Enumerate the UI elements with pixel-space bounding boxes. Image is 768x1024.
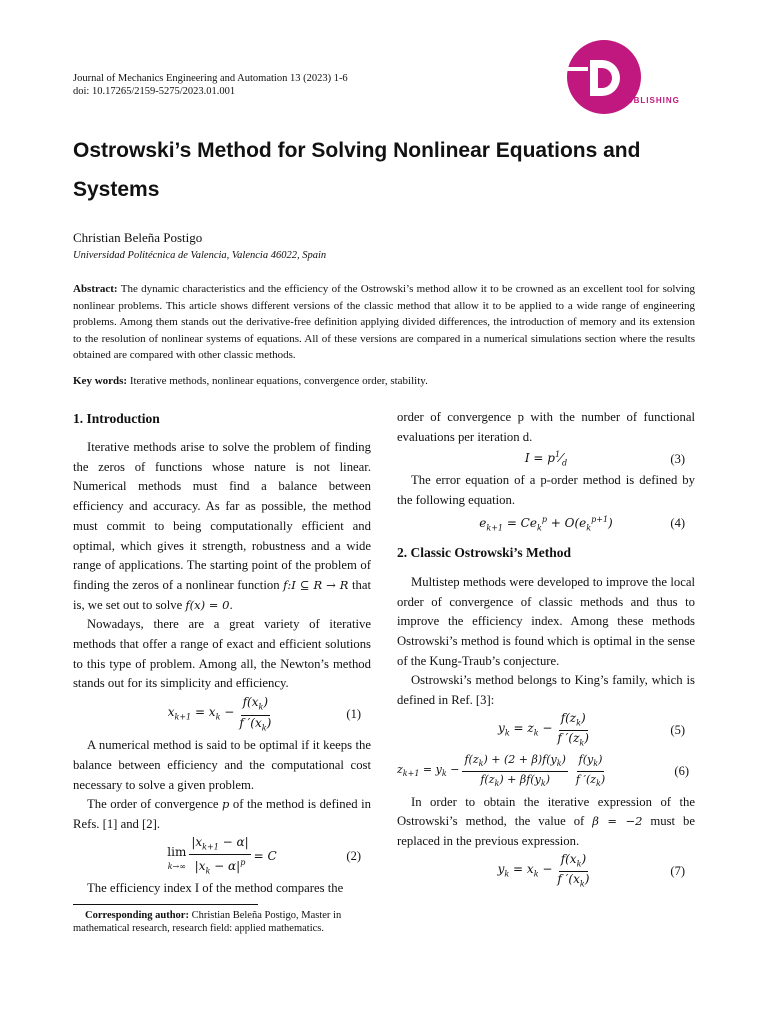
- right-paragraph-1: order of convergence p with the number of functional evaluations per iteration d.: [397, 410, 695, 444]
- footnote-rule: [73, 904, 258, 905]
- right-paragraph-5: In order to obtain the iterative expression of the Ostrowski’s method, the value of β = −2 must be replaced in the previous expression.: [397, 794, 695, 849]
- publisher-logo: [560, 40, 700, 115]
- right-paragraph-2: The error equation of a p-order method is defined by the following equation.: [397, 473, 695, 508]
- equation-7-number: (7): [670, 863, 685, 878]
- right-paragraph-3: Multistep methods were developed to improve the local order of convergence of classic methods and thus to improve the efficiency index. Among these methods Ostrowski’s method is found which is optimal in the sense of the Kung-Traub’s conjecture.: [397, 574, 695, 668]
- keywords-label: Key words:: [73, 375, 128, 387]
- equation-4: $e_{k+1} = Ce_k^p + O(e_k^{p+1})$ (4): [479, 514, 685, 533]
- keywords: [73, 375, 695, 387]
- equation-2-number: (2): [346, 848, 361, 863]
- equation-2: lim k→∞ $\frac{|x_{k+1} - \alpha|}{|x_k - \alpha|^p}$ = C (2): [167, 834, 361, 876]
- affiliation: Universidad Politécnica de Valencia, Valencia 46022, Spain: [73, 250, 327, 261]
- author-name: Christian Beleña Postigo: [73, 230, 203, 245]
- intro-paragraph-5: The efficiency index I of the method compares the: [87, 880, 344, 895]
- right-paragraph-4: Ostrowski’s method belongs to King’s family, which is defined in Ref. [3]:: [397, 673, 695, 708]
- equation-3-number: (3): [670, 451, 685, 466]
- intro-paragraph-2: Nowadays, there are a great variety of iterative methods that offer a range of exact and efficient solutions to this type of problem. Among all, the Newton’s method stands out for its simplicity and efficiency.: [73, 617, 371, 691]
- equation-5-number: (5): [670, 722, 685, 737]
- journal-info: [73, 72, 348, 98]
- section-heading-introduction: 1. Introduction: [73, 411, 160, 426]
- paper-title: Ostrowski’s Method for Solving Nonlinear Equations and Systems: [73, 139, 641, 201]
- journal-line: Journal of Mechanics Engineering and Automation 13 (2023) 1-6: [73, 73, 348, 84]
- equation-1: $x_{k+1} = x_k$ − $\frac{f(x_k)}{f '(x_k)}$ (1): [167, 695, 361, 733]
- left-column: [73, 409, 371, 898]
- equation-4-number: (4): [670, 515, 685, 530]
- equation-5: $y_k = z_k$ − $\frac{f(z_k)}{f '(z_k)}$ (5): [498, 710, 685, 748]
- equation-6: $z_{k+1} = y_k$ − $\frac{f(z_k) + (2 + \beta)f(y_k)}{f(z_k) + \beta f(y_k)}$ $\frac{f(y_k)}{f '(z_k)}$ (6): [397, 753, 689, 789]
- intro-paragraph-4: The order of convergence p of the method is defined in Refs. [1] and [2].: [73, 797, 371, 831]
- footnote-text: Christian Beleña Postigo, Master in mathematical research, research field: applied mathematics.: [73, 910, 342, 934]
- abstract: [73, 281, 695, 364]
- keywords-text: Iterative methods, nonlinear equations, convergence order, stability.: [129, 375, 428, 387]
- publisher-logo-text: DAVID PUBLISHING: [588, 96, 680, 105]
- footnote-label: Corresponding author:: [85, 910, 189, 921]
- right-column: [397, 408, 695, 892]
- abstract-text: The dynamic characteristics and the efficiency of the Ostrowski’s method allow it to be crowned as an excellent tool for solving nonlinear problems. This article shows different versions of the classic method that allow it to be applied to a wide range of engineering problems. Among them stands out the derivative-free definition applying divided differences, the introduction of memory and its extension to the resolution of nonlinear systems of equations. All of these versions are compared in a numerical simulations section where the results obtained are compared with other classic methods.: [73, 283, 695, 361]
- section-heading-ostrowski: 2. Classic Ostrowski’s Method: [397, 544, 572, 560]
- intro-paragraph-3: A numerical method is said to be optimal if it keeps the balance between efficiency and the computational cost necessary to solve a given problem.: [73, 738, 371, 792]
- equation-6-number: (6): [674, 763, 689, 778]
- abstract-label: Abstract:: [73, 283, 118, 295]
- equation-1-number: (1): [346, 707, 361, 722]
- equation-7: $y_k = x_k$ − $\frac{f(x_k)}{f '(x_k)}$ (7): [497, 851, 685, 889]
- intro-paragraph-1: Iterative methods arise to solve the problem of finding the zeros of functions whose nature is not linear. Numerical methods must find a balance between efficiency and accuracy. As far as possible, the method must commit to being computationally efficient and optimal, which gives it strength, robustness and a wide range of applications. The starting point of the problem of finding the zeros of a nonlinear function f:I ⊆ R → R that is, we set out to solve f(x) = 0.: [73, 440, 371, 612]
- doi-line: doi: 10.17265/2159-5275/2023.01.001: [73, 86, 236, 97]
- footnote: [73, 909, 373, 935]
- equation-3: $I = p^1⁄_d$ (3): [524, 450, 685, 468]
